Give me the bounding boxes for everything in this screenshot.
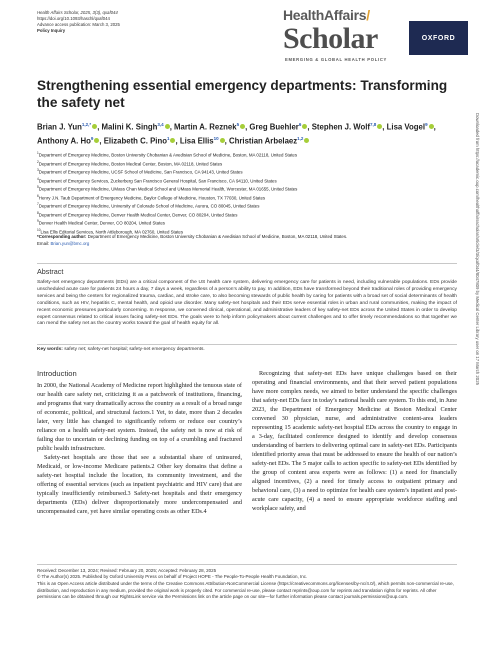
logo-tagline: EMERGING & GLOBAL HEALTH POLICY	[285, 57, 388, 62]
orcid-icon[interactable]	[165, 124, 170, 129]
logo-health-affairs: HealthAffairs/	[283, 7, 370, 23]
oxford-logo: OXFORD	[409, 21, 468, 55]
affiliation-item: $^6$Henry J.N. Taub Department of Emergency Medicine, Baylor College of Medicine, Houston, TX 77030, United States	[37, 193, 266, 201]
affiliation-item: $^1$Department of Emergency Medicine, Boston University Chobanian & Avedisian School of Medicine, Boston, MA 02118, United States	[37, 151, 298, 158]
author-name[interactable]: Lisa Vogel	[386, 122, 426, 132]
affiliation-item: $^5$Department of Emergency Medicine, UMass Chan Medical School and UMass Memorial Health, Worcester, MA 01655, United States	[37, 185, 298, 192]
affiliation-item: $^{10}$Lisa Ellis Editorial Services, North Attleborough, MA 02760, United States	[37, 227, 184, 235]
abstract-heading: Abstract	[37, 267, 64, 276]
paragraph: Safety-net hospitals are those that see a substantial share of uninsured, Medicaid, or low-income Medicare patients.2 Other key domains that define a safety-net hospital include the location, its community investment, and the offering of essential services (such as inpatient psychiatric and HIV care) that are typically insufficiently reimbursed.3 Safety-net hospitals and their emergency departments (EDs) deliver disproportionately more undercompensated and uncompensated care, yet have similar operating costs as other EDs.4	[37, 454, 242, 515]
author-affiliation-ref: 1,2,*	[81, 122, 92, 127]
author-name[interactable]: Malini K. Singh	[101, 122, 158, 132]
author-affiliation-ref: 6	[298, 122, 302, 127]
orcid-icon[interactable]	[302, 124, 307, 129]
author-name[interactable]: Christian Arbelaez	[229, 136, 298, 146]
author-affiliation-ref: 10	[213, 136, 219, 142]
author-name[interactable]: Elizabeth C. Pino	[103, 136, 167, 146]
author-affiliation-ref: 1,2	[297, 136, 304, 142]
author-affiliation-ref: 9	[425, 122, 428, 127]
download-watermark: Downloaded from https://academic.oup.com/healthaffairsscholar/article/3/3/qxaf044/8047809 by Medical Center Library user on 17 March 2025	[475, 113, 480, 385]
author-list: Brian J. Yun$^{1,2,*}$ , Malini K. Singh$^{3,4}$ , Martin A. Reznek$^5$ , Greg Buehler$^6$ , Stephen J. Wolf$^{7,8}$ , Lisa Vogel$^9$ , Anthony A. Ho$^9$ , Elizabeth C. Pino$^1$ , Lisa Ellis$^{10}$ , Christian Arbelaez$^{1,2}$	[37, 122, 436, 146]
body-column-left	[37, 381, 242, 516]
author-affiliation-ref: 3,4	[157, 122, 164, 127]
author-affiliation-ref: 5	[236, 122, 240, 127]
affiliation-item: $^8$Department of Emergency Medicine, Denver Health Medical Center, Denver, CO 80204, United States	[37, 210, 238, 218]
author-name[interactable]: Lisa Ellis	[179, 136, 214, 146]
author-name[interactable]: Martin A. Reznek	[174, 122, 237, 132]
copyright: © The Author(s) 2025. Published by Oxford University Press on behalf of Project HOPE - The People-To-People Health Foundation, Inc.	[37, 574, 308, 580]
journal-citation: Health Affairs Scholar, 2025, 3(3), qxaf044	[37, 10, 118, 15]
affiliation-item: $^9$Denver Health Medical Center, Denver, CO 80204, United States	[37, 219, 165, 226]
paragraph: In 2000, the National Academy of Medicine report highlighted the tenuous state of our health care safety net, criticizing it as a patchwork of institutions, financing, and programs that vary dramatically across the country as a result of a broad range of economic, political, and structural factors.1 Yet, to date, more than 2 decades later, very little has changed to significantly reform or reduce our country’s reliance on a health safety-net system. Instead, the safety net is now at risk of failing due to uncertain or declining funding on top of a crumbling and fractured public health infrastructure.	[37, 382, 242, 452]
keywords: Key words: safety net; safety-net hospital; safety-net emergency departments.	[37, 347, 205, 352]
abstract-section	[37, 263, 457, 345]
affiliation-item: $^2$Department of Emergency Medicine, Boston Medical Center, Boston, MA 02118, United States	[37, 159, 223, 166]
author-affiliation-ref: 7,8	[370, 122, 377, 127]
corresponding-author: *Corresponding author: Department of Emergency Medicine, Boston University Chobanian & Avedisian School of Medicine, Boston, MA 02118, United States. Email: Brian.yun@bmc.org	[37, 234, 348, 246]
body-column-right	[252, 369, 457, 513]
author-affiliation-ref: 1	[166, 136, 170, 142]
orcid-icon[interactable]	[94, 138, 99, 143]
affiliation-item: $^7$Department of Emergency Medicine, University of Colorado School of Medicine, Aurora, CO 80045, United States	[37, 202, 260, 209]
article-type: Policy Inquiry	[37, 27, 66, 33]
author-name[interactable]: Greg Buehler	[249, 122, 299, 132]
abstract-text: Safety-net emergency departments (EDs) are a critical component of the US health care system, delivering emergency care for patients in need, including vulnerable populations. EDs provide unscheduled acute care for patients 24 hours a day, 7 days a week, regardless of a person’s ability to pay. In addition, EDs have transformed beyond their traditional roles of providing emergency services and being the centers for regionalized trauma, cardiac, and stroke care, to also becoming stewards of public health by caring for patients with a broad set of social determinants of health conditions, such as HIV, hepatitis C, mental health, and opioid use disorder. Many safety-net hospitals and their EDs serve essential roles in urban and rural communities, making the impact of recent economic pressures particularly concerning. In response, we convened clinical, operational, and administrative leaders of key safety-net EDs across the United States in order to develop expert consensus related to critical issues facing safety-net EDs. The goals were to help inform policymakers about current challenges and to offer timely recommendations so that together we can mend the safety net as the country works toward the goal of health equity for all.	[37, 280, 457, 327]
journal-logo	[283, 7, 468, 63]
orcid-icon[interactable]	[220, 138, 225, 143]
orcid-icon[interactable]	[429, 124, 434, 129]
article-title: Strengthening essential emergency departments: Transforming the safety net	[37, 78, 448, 110]
orcid-icon[interactable]	[170, 138, 175, 143]
email-link[interactable]: Brian.yun@bmc.org	[50, 241, 90, 246]
orcid-icon[interactable]	[240, 124, 245, 129]
advance-access-date: Advance access publication: March 3, 2025	[37, 21, 120, 27]
affiliation-item: $^3$Department of Emergency Medicine, UCSF School of Medicine, San Francisco, CA 94143, United States	[37, 168, 243, 175]
affiliation-list	[37, 150, 457, 235]
orcid-icon[interactable]	[304, 138, 309, 143]
author-affiliation-ref: 9	[90, 136, 94, 142]
article-footer	[37, 564, 457, 600]
article-meta	[37, 10, 247, 34]
author-name[interactable]: Brian J. Yun	[37, 122, 82, 132]
author-name[interactable]: Stephen J. Wolf	[311, 122, 371, 132]
logo-scholar: Scholar	[283, 22, 378, 55]
affiliation-item: $^4$Department of Emergency Services, Zuckerberg San Francisco General Hospital, San Francisco, CA 94110, United States	[37, 176, 277, 184]
license-text: This is an Open Access article distributed under the terms of the Creative Commons Attribution-NonCommercial License (https://creativecommons.org/licenses/by-nc/4.0/), which permits non-commercial re-use, distribution, and reproduction in any medium, provided the original work is properly cited. For commercial re-use, please contact reprints@oup.com for reprints and translation rights for reprints. All other permissions can be obtained through our RightsLink service via the Permissions link on the article page on our site—for further information please contact journals.permissions@oup.com.	[37, 581, 454, 599]
doi-link[interactable]: https://doi.org/10.1093/haschl/qxaf044	[37, 15, 110, 21]
orcid-icon[interactable]	[377, 124, 382, 129]
paragraph: Recognizing that safety-net EDs have unique challenges based on their operating and financial environments, and that their served patient populations have more complex needs, we aimed to better understand the specific challenges that safety-net EDs face in today’s national health care system. To this end, in June 2023, the Department of Emergency Medicine at Boston Medical Center convened 30 physician, nurse, and administrative content-area leaders representing 15 academic safety-net hospital EDs across the country to engage in a 3-day, facilitated conference designed to identify and develop consensus understanding of barriers to delivering optimal care in safety-net EDs. Participants identified priority areas that must be addressed to ensure the health of our nation’s safety-net EDs. The 5 major calls to action specific to safety-net EDs identified by the group of content area experts were as follows: (1) a need for financially aligned incentives, (2) a need for timely access to outpatient primary and behavioral care, (3) a need to optimize for health care system’s inpatient and post-acute care capacity, (4) a need to ensure appropriate workforce staffing and workplace safety, and	[252, 370, 457, 512]
introduction-heading: Introduction	[37, 369, 77, 378]
orcid-icon[interactable]	[92, 124, 97, 129]
received-dates: Received: December 13, 2024; Revised: February 20, 2025; Accepted: February 28, 2025	[37, 568, 217, 573]
author-name[interactable]: Anthony A. Ho	[37, 136, 91, 146]
